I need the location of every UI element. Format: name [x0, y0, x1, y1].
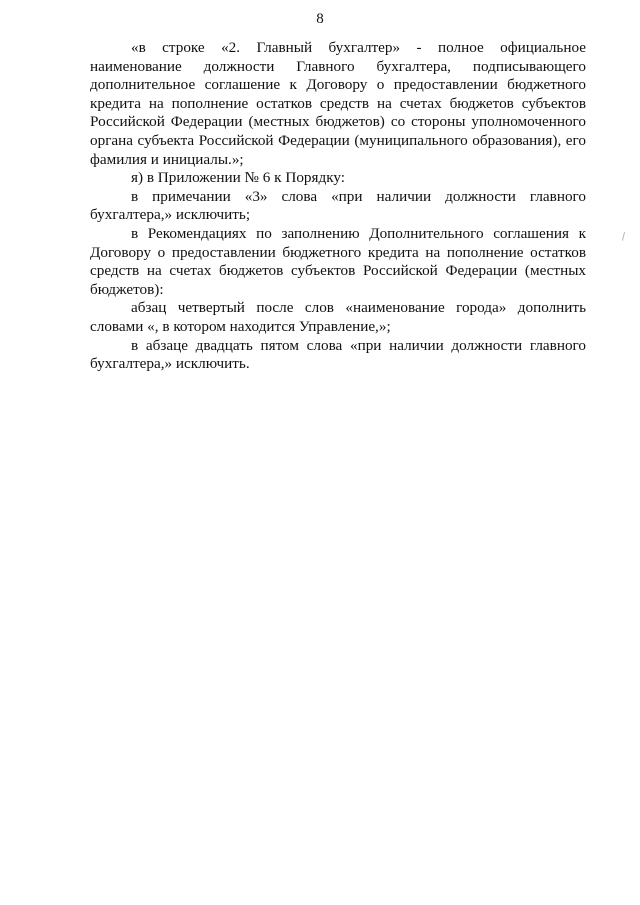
paragraph-recommendations-heading: в Рекомендациях по заполнению Дополнительного соглашения к Договору о предоставлении бюджетного кредита на пополнение остатков средств на счетах бюджетов субъектов Российской Федерации (местных бюджетов):: [90, 224, 586, 298]
document-body: [90, 39, 586, 374]
scan-mark: [622, 232, 627, 241]
page-number: 8: [316, 11, 324, 27]
paragraph-fourth-abzac-change: абзац четвертый после слов «наименование города» дополнить словами «, в котором находится Управление,»;: [90, 299, 586, 335]
paragraph-chief-accountant-definition: «в строке «2. Главный бухгалтер» - полное официальное наименование должности Главного бухгалтера, подписывающего дополнительное соглашение к Договору о предоставлении бюджетного кредита на пополнение остатков средств на счетах бюджетов субъектов Российской Федерации (местных бюджетов) со стороны уполномоченного органа субъекта Российской Федерации (муниципального образования), его фамилия и инициалы.»;: [90, 39, 586, 168]
paragraph-appendix-6-heading: я) в Приложении № 6 к Порядку:: [131, 169, 346, 187]
paragraph-note-3-change: в примечании «3» слова «при наличии должности главного бухгалтера,» исключить;: [90, 187, 586, 224]
paragraph-twenty-fifth-abzac-change: в абзаце двадцать пятом слова «при наличии должности главного бухгалтера,» исключить.: [90, 336, 586, 373]
